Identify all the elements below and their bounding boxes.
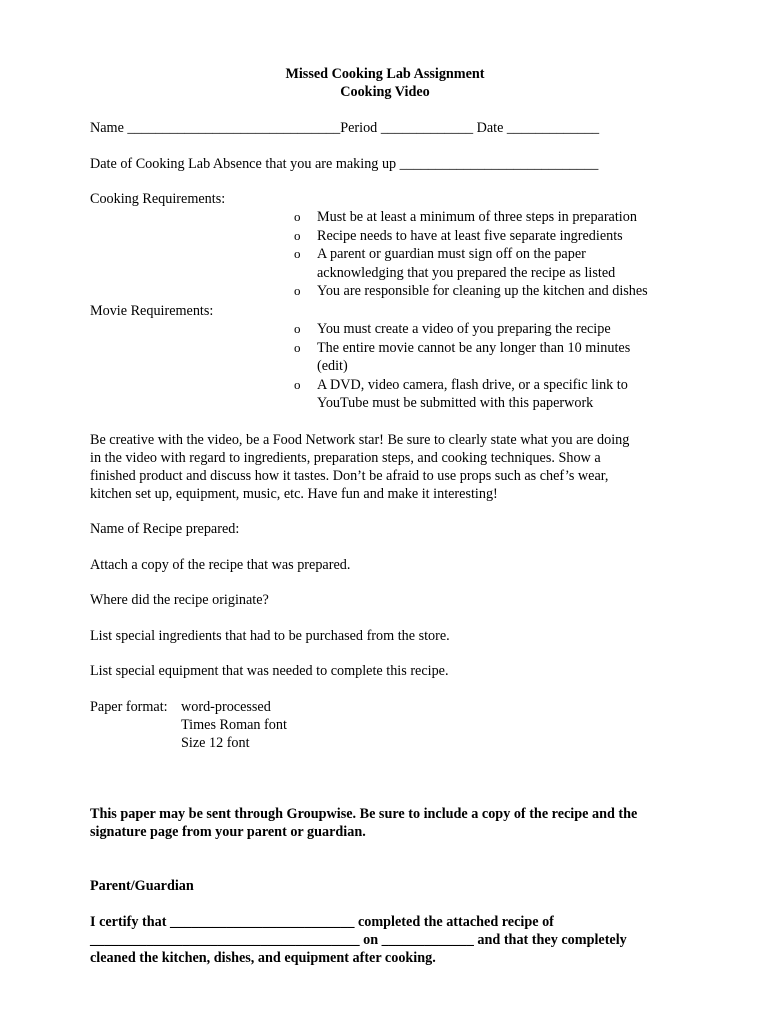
guardian-certification xyxy=(90,913,690,967)
list-item: o A parent or guardian must sign off on the paper xyxy=(294,246,586,262)
paragraph-line: cleaned the kitchen, dishes, and equipment after cooking. xyxy=(90,950,436,966)
recipe-origin-question: Where did the recipe originate? xyxy=(90,592,269,608)
cooking-requirements-label: Cooking Requirements: xyxy=(90,191,226,207)
creative-paragraph xyxy=(90,431,690,503)
groupwise-note xyxy=(90,805,690,841)
paper-format-item: Times Roman font xyxy=(181,717,287,733)
paragraph-line: in the video with regard to ingredients, preparation steps, and cooking techniques. Show a xyxy=(90,450,601,466)
paragraph-line: ______________________________________ on _____________ and that they completely xyxy=(90,932,627,948)
special-equipment-question: List special equipment that was needed to complete this recipe. xyxy=(90,663,449,679)
list-item-continuation: YouTube must be submitted with this paperwork xyxy=(317,395,594,411)
bullet-icon: o xyxy=(294,339,301,355)
cooking-requirements-list xyxy=(292,208,648,301)
list-item: o Recipe needs to have at least five separate ingredients xyxy=(294,227,623,244)
paper-format-item: Size 12 font xyxy=(181,735,250,751)
paper-format-label: Paper format: xyxy=(90,699,168,715)
paragraph-line: Be creative with the video, be a Food Network star! Be sure to clearly state what you are doing xyxy=(90,432,630,448)
movie-requirements-label: Movie Requirements: xyxy=(90,303,214,319)
bullet-icon: o xyxy=(294,246,301,261)
bullet-icon: o xyxy=(294,283,301,298)
paragraph-line: finished product and discuss how it tastes. Don’t be afraid to use props such as chef’s wear, xyxy=(90,468,609,484)
list-item-continuation: (edit) xyxy=(317,358,348,374)
special-ingredients-question: List special ingredients that had to be purchased from the store. xyxy=(90,628,450,644)
bullet-icon: o xyxy=(294,321,301,336)
guardian-heading: Parent/Guardian xyxy=(90,878,194,894)
paragraph-line: I certify that __________________________ completed the attached recipe of xyxy=(90,914,554,930)
list-item: o You are responsible for cleaning up the kitchen and dishes xyxy=(294,283,648,299)
list-item-continuation: acknowledging that you prepared the recipe as listed xyxy=(317,264,616,281)
page-subtitle: Cooking Video xyxy=(340,84,430,100)
attach-recipe-question: Attach a copy of the recipe that was prepared. xyxy=(90,557,351,573)
list-item: o A DVD, video camera, flash drive, or a specific link to xyxy=(294,376,628,393)
paragraph-line: signature page from your parent or guardian. xyxy=(90,824,366,840)
page-title: Missed Cooking Lab Assignment xyxy=(285,66,485,82)
paragraph-line: kitchen set up, equipment, music, etc. Have fun and make it interesting! xyxy=(90,486,498,502)
absence-date-line: Date of Cooking Lab Absence that you are making up ____________________________ xyxy=(90,156,599,172)
paper-format-item: word-processed xyxy=(181,699,271,715)
bullet-icon: o xyxy=(294,376,301,392)
bullet-icon: o xyxy=(294,227,301,243)
name-period-date-line: Name ______________________________Period _____________ Date _____________ xyxy=(90,120,600,136)
recipe-name-question: Name of Recipe prepared: xyxy=(90,521,240,537)
list-item: o You must create a video of you preparing the recipe xyxy=(294,321,611,337)
list-item: o Must be at least a minimum of three steps in preparation xyxy=(294,209,637,225)
bullet-icon: o xyxy=(294,209,301,224)
paragraph-line: This paper may be sent through Groupwise. Be sure to include a copy of the recipe and the xyxy=(90,806,638,822)
movie-requirements-list xyxy=(292,320,630,413)
list-item: o The entire movie cannot be any longer than 10 minutes xyxy=(294,339,631,356)
